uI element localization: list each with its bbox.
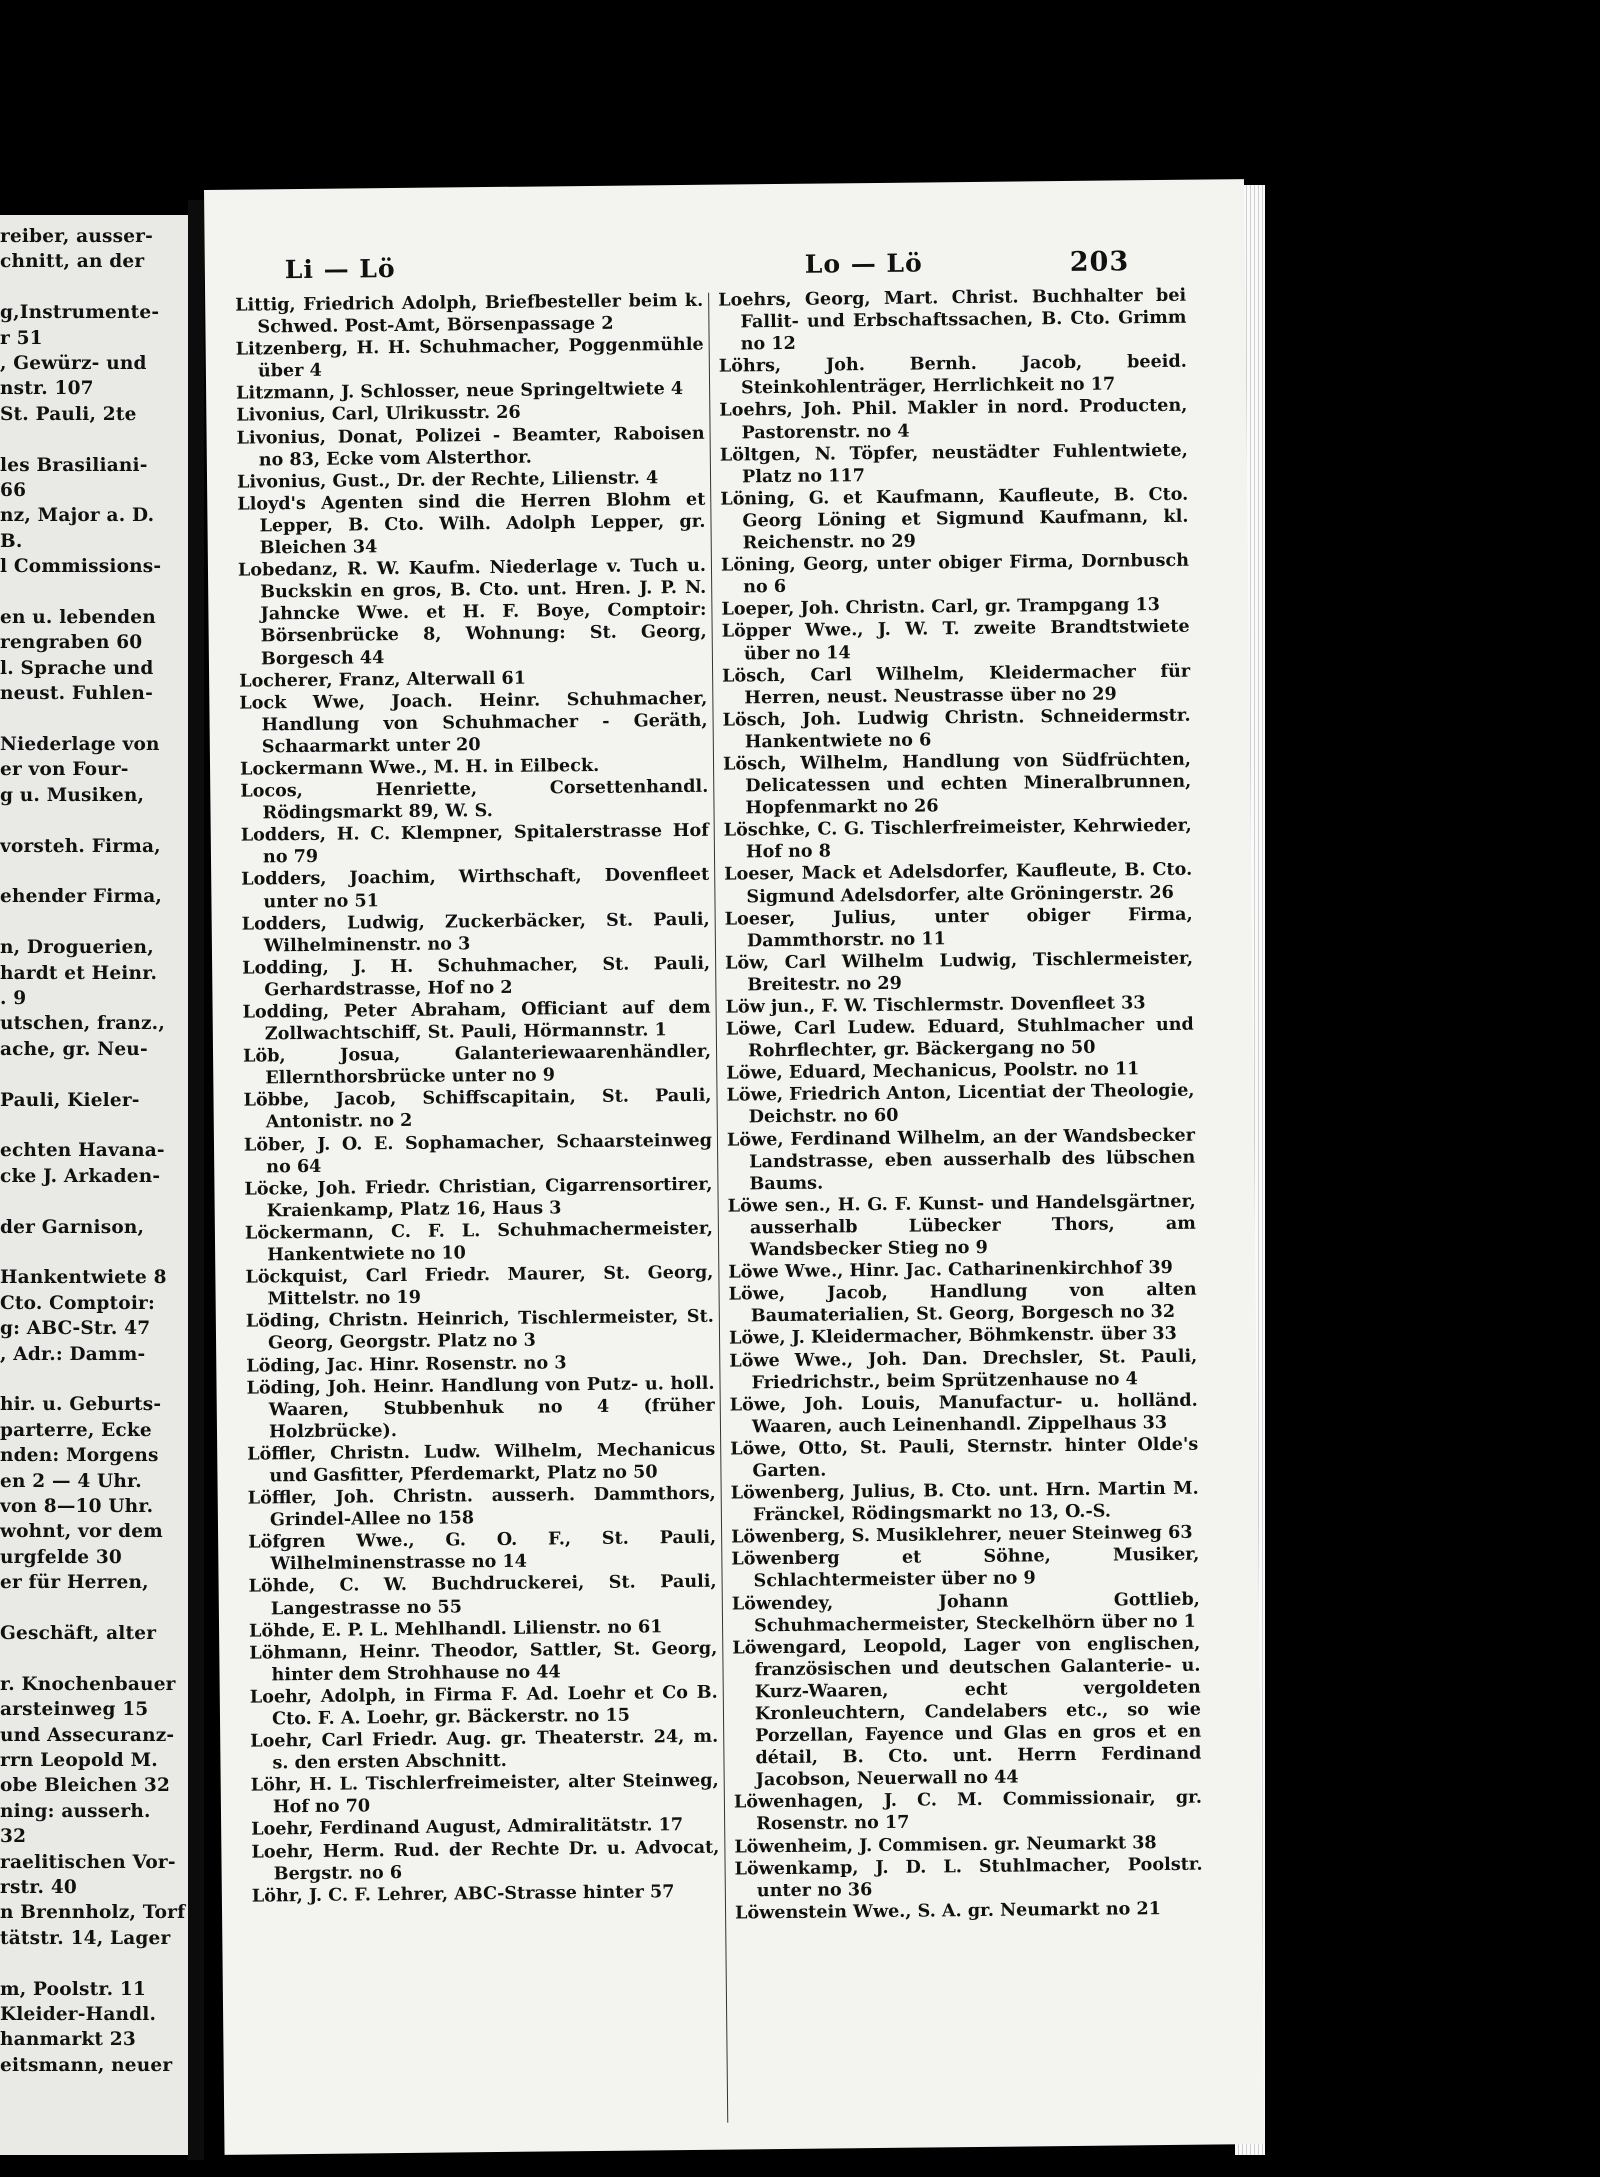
left-page-line: von 8—10 Uhr. xyxy=(0,1496,154,1517)
left-page-line: l. Sprache und xyxy=(0,657,154,679)
right-column-entry: Löwe Wwe., Hinr. Jac. Catharinenkirchhof 39 xyxy=(728,1257,1173,1283)
left-column-entry: Livonius, Gust., Dr. der Rechte, Lilienstr. 4 xyxy=(236,467,659,493)
left-column-entry: Löding, Christn. Heinrich, Tischlermeister, St. Georg, Georgstr. Platz no 3 xyxy=(245,1306,714,1354)
left-page-line: obe Bleichen 32 xyxy=(0,1775,171,1797)
right-column-entry: Loeper, Joh. Christn. Carl, gr. Trampgang 13 xyxy=(721,594,1161,620)
left-column-entry: Lodders, H. C. Klempner, Spitalerstrasse Hof no 79 xyxy=(240,820,709,868)
right-column-entry: Löltgen, N. Töpfer, neustädter Fuhlentwiete, Platz no 117 xyxy=(719,439,1188,488)
left-column-entry: Loehr, Carl Friedr. Aug. gr. Theaterstr. 24, m. s. den ersten Abschnitt. xyxy=(250,1725,719,1774)
left-page-line: arsteinweg 15 xyxy=(0,1699,149,1721)
book-gutter xyxy=(188,200,204,2160)
left-column-entry: Löffler, Christn. Ludw. Wilhelm, Mechanicus und Gasfitter, Pferdemarkt, Platz no 50 xyxy=(247,1438,716,1487)
left-column-entry: Löhr, H. L. Tischlerfreimeister, alter Steinweg, Hof no 70 xyxy=(250,1769,719,1818)
right-column-entry: Löwenheim, J. Commisen. gr. Neumarkt 38 xyxy=(734,1831,1157,1858)
left-page-line: neust. Fuhlen- xyxy=(0,683,153,705)
left-column-entry: Löbbe, Jacob, Schiffscapitain, St. Pauli, Antonistr. no 2 xyxy=(243,1085,712,1133)
directory-column-left xyxy=(235,290,720,1908)
left-column-entry: Loehr, Herm. Rud. der Rechte Dr. u. Advocat, Bergstr. no 6 xyxy=(251,1836,720,1885)
left-page-line: hardt et Heinr. xyxy=(0,962,158,984)
left-page-line: en 2 — 4 Uhr. xyxy=(0,1470,142,1492)
left-page-line: Hankentwiete 8 xyxy=(0,1267,167,1289)
right-column-entry: Löwenberg, Julius, B. Cto. unt. Hrn. Martin M. Fränckel, Rödingsmarkt no 13, O.-S. xyxy=(730,1477,1199,1526)
left-column-entry: Löckermann, C. F. L. Schuhmachermeister, Hankentwiete no 10 xyxy=(244,1217,714,1266)
right-column-entry: Löwe, Ferdinand Wilhelm, an der Wandsbecker Landstrasse, eben ausserhalb des lübschen Baums. xyxy=(726,1124,1196,1195)
left-page-line: ehender Firma, xyxy=(0,886,163,908)
left-page-line: , Gewürz- und xyxy=(0,353,147,374)
right-column-entry: Loeser, Julius, unter obiger Firma, Dammthorstr. no 11 xyxy=(724,903,1193,952)
left-column-entry: Lodders, Ludwig, Zuckerbäcker, St. Pauli, Wilhelminenstr. no 3 xyxy=(241,908,710,957)
left-page-line: tätstr. 14, Lager xyxy=(0,1927,171,1949)
left-page-line: rengraben 60 xyxy=(0,632,143,654)
left-page-line: er von Four- xyxy=(0,759,129,781)
left-column-entry: Löb, Josua, Galanteriewaarenhändler, Ellernthorsbrücke unter no 9 xyxy=(242,1040,712,1089)
left-column-entry: Löber, J. O. E. Sophamacher, Schaarsteinweg no 64 xyxy=(243,1129,713,1178)
left-page-line: cke J. Arkaden- xyxy=(0,1165,161,1187)
left-page-line: echten Havana- xyxy=(0,1140,165,1162)
left-page-line: eitsmann, neuer xyxy=(0,2054,173,2076)
left-column-entry: Löhde, C. W. Buchdruckerei, St. Pauli, Langestrasse no 55 xyxy=(248,1571,717,1619)
left-page-line: en u. lebenden xyxy=(0,607,156,628)
right-column-entry: Löwe sen., H. G. F. Kunst- und Handelsgärtner, ausserhalb Lübecker Thors, am Wandsbecker Stieg no 9 xyxy=(727,1190,1196,1261)
left-page-line: B. xyxy=(0,530,23,552)
left-page-line: nstr. 107 xyxy=(0,378,94,400)
right-column-entry: Löwengard, Leopold, Lager von englischen, französischen und deutschen Galanterie- u. Kurz-Waaren, echt vergoldeten Kronleuchtern, Candelabers etc., so wie Porzellan, Fayence und Glas en gros et en détail, B. Cto. unt. Herrn Ferdinand Jacobson, Neuerwall no 44 xyxy=(732,1632,1202,1791)
left-page-line: , Adr.: Damm- xyxy=(0,1343,146,1365)
left-page-line: r. Knochenbauer xyxy=(0,1673,176,1695)
left-page-line: er für Herren, xyxy=(0,1572,149,1594)
right-column-entry: Löw jun., F. W. Tischlermstr. Dovenfleet 33 xyxy=(725,992,1146,1018)
left-page-line: der Garnison, xyxy=(0,1216,145,1238)
right-page xyxy=(204,179,1265,2155)
left-page-line: m, Poolstr. 11 xyxy=(0,1978,147,2000)
right-column-entry: Löwe, Otto, St. Pauli, Sternstr. hinter Olde's Garten. xyxy=(730,1433,1199,1482)
left-page-line: r 51 xyxy=(0,327,43,349)
right-column-entry: Lösch, Joh. Ludwig Christn. Schneidermstr. Hankentwiete no 6 xyxy=(722,704,1191,753)
left-page-line: ache, gr. Neu- xyxy=(0,1038,148,1060)
left-column-entry: Lloyd's Agenten sind die Herren Blohm et Lepper, B. Cto. Wilh. Adolph Lepper, gr. Bleichen 34 xyxy=(237,488,706,559)
left-column-entry: Löcke, Joh. Friedr. Christian, Cigarrensortirer, Kraienkamp, Platz 16, Haus 3 xyxy=(244,1173,713,1222)
left-page-line: vorsteh. Firma, xyxy=(0,835,161,857)
left-column-entry: Lock Wwe, Joach. Heinr. Schuhmacher, Handlung von Schuhmacher - Geräth, Schaarmarkt unter 20 xyxy=(239,687,708,758)
left-page-line: utschen, franz., xyxy=(0,1013,165,1035)
left-column-entry: Locherer, Franz, Alterwall 61 xyxy=(239,667,527,692)
page-number: 203 xyxy=(1069,246,1130,278)
left-page-line: nz, Major a. D. xyxy=(0,505,155,527)
left-column-entry: Löhmann, Heinr. Theodor, Sattler, St. Georg, hinter dem Strohhause no 44 xyxy=(249,1637,718,1686)
left-column-entry: Lodders, Joachim, Wirthschaft, Dovenfleet unter no 51 xyxy=(241,864,710,912)
left-column-entry: Löckquist, Carl Friedr. Maurer, St. Georg, Mittelstr. no 19 xyxy=(245,1261,714,1310)
left-page-line: g: ABC-Str. 47 xyxy=(0,1318,151,1340)
left-page-line: chnitt, an der xyxy=(0,251,145,273)
left-page-line: l Commissions- xyxy=(0,556,162,578)
left-column-entry: Löhde, E. P. L. Mehlhandl. Lilienstr. no 61 xyxy=(248,1615,663,1642)
left-page-line: . 9 xyxy=(0,988,27,1009)
left-column-entry: Loehr, Ferdinand August, Admiralitätstr. 17 xyxy=(251,1814,684,1841)
left-column-entry: Litzmann, J. Schlosser, neue Springeltwiete 4 xyxy=(236,378,684,405)
left-column-entry: Lodding, J. H. Schuhmacher, St. Pauli, Gerhardstrasse, Hof no 2 xyxy=(242,952,711,1001)
left-page-line: raelitischen Vor- xyxy=(0,1851,176,1873)
left-column-entry: Löding, Jac. Hinr. Rosenstr. no 3 xyxy=(246,1351,567,1377)
left-page-line: Niederlage von xyxy=(0,734,160,755)
left-column-entry: Livonius, Carl, Ulrikusstr. 26 xyxy=(236,402,521,427)
left-page-line: wohnt, vor dem xyxy=(0,1521,163,1543)
left-page-line: parterre, Ecke xyxy=(0,1419,152,1441)
left-column-entry: Livonius, Donat, Polizei - Beamter, Raboisen no 83, Ecke vom Alsterthor. xyxy=(236,422,705,471)
left-page-line: n, Droguerien, xyxy=(0,937,154,959)
right-column-entry: Löpper Wwe., J. W. T. zweite Brandtstwiete über no 14 xyxy=(721,616,1190,664)
left-column-entry: Lockermann Wwe., M. H. in Eilbeck. xyxy=(239,754,600,780)
left-page-line: reiber, ausser- xyxy=(0,226,153,247)
right-column-entry: Lösch, Wilhelm, Handlung von Südfrüchten, Delicatessen und echten Mineralbrunnen, Hopfenmarkt no 26 xyxy=(722,748,1192,819)
right-column-entry: Löwe Wwe., Joh. Dan. Drechsler, St. Pauli, Friedrichstr., beim Sprützenhause no 4 xyxy=(729,1345,1198,1393)
left-column-entry: Löding, Joh. Heinr. Handlung von Putz- u. holl. Waaren, Stubbenhuk no 4 (früher Holzbrücke). xyxy=(246,1372,715,1443)
right-column-entry: Löwe, Joh. Louis, Manufactur- u. holländ. Waaren, auch Leinenhandl. Zippelhaus 33 xyxy=(729,1389,1198,1438)
left-page-line: les Brasiliani- xyxy=(0,454,148,476)
right-column-entry: Loehrs, Georg, Mart. Christ. Buchhalter bei Fallit- und Erbschaftssachen, B. Cto. Grimm no 12 xyxy=(718,284,1187,355)
header-right: Lo — Lö xyxy=(804,248,923,279)
left-page-line: n Brennholz, Torf xyxy=(0,1902,186,1924)
left-page-line: Kleider-Handl. xyxy=(0,2004,157,2025)
left-page-line: Pauli, Kieler- xyxy=(0,1089,140,1111)
right-column-entry: Lösch, Carl Wilhelm, Kleidermacher für Herren, neust. Neustrasse über no 29 xyxy=(722,660,1191,709)
left-page-line: ning: ausserh. xyxy=(0,1800,151,1822)
left-column-entry: Locos, Henriette, Corsettenhandl. Rödingsmarkt 89, W. S. xyxy=(240,775,709,824)
right-column-entry: Löwenstein Wwe., S. A. gr. Neumarkt no 21 xyxy=(734,1897,1162,1924)
right-column-entry: Löwe, J. Kleidermacher, Böhmkenstr. über 33 xyxy=(728,1323,1177,1349)
right-column-entry: Löning, G. et Kaufmann, Kaufleute, B. Cto. Georg Löning et Sigmund Kaufmann, kl. Reichenstr. no 29 xyxy=(720,483,1189,554)
right-column-entry: Loeser, Mack et Adelsdorfer, Kaufleute, B. Cto. Sigmund Adelsdorfer, alte Gröningerstr. 26 xyxy=(724,859,1193,907)
right-column-entry: Löwe, Friedrich Anton, Licentiat der Theologie, Deichstr. no 60 xyxy=(726,1080,1195,1128)
right-column-entry: Löwe, Jacob, Handlung von alten Baumaterialien, St. Georg, Borgesch no 32 xyxy=(728,1278,1197,1327)
left-page-line: rrn Leopold M. xyxy=(0,1750,158,1771)
right-column-entry: Löning, Georg, unter obiger Firma, Dornbusch no 6 xyxy=(720,549,1190,598)
left-column-entry: Lodding, Peter Abraham, Officiant auf dem Zollwachtschiff, St. Pauli, Hörmannstr. 1 xyxy=(242,996,711,1045)
left-column-entry: Löhr, J. C. F. Lehrer, ABC-Strasse hinter 57 xyxy=(251,1880,675,1907)
left-page-line: nden: Morgens xyxy=(0,1445,159,1467)
right-column-entry: Löwe, Eduard, Mechanicus, Poolstr. no 11 xyxy=(726,1058,1140,1084)
left-page-line: 66 xyxy=(0,480,27,501)
right-column-entry: Löwenhagen, J. C. M. Commissionair, gr. Rosenstr. no 17 xyxy=(733,1787,1202,1835)
right-column-entry: Löwenberg et Söhne, Musiker, Schlachtermeister über no 9 xyxy=(731,1543,1200,1592)
left-column-entry: Löffler, Joh. Christn. ausserh. Dammthors, Grindel-Allee no 158 xyxy=(247,1482,716,1531)
left-page-line: urgfelde 30 xyxy=(0,1546,122,1568)
left-column-entry: Lobedanz, R. W. Kaufm. Niederlage v. Tuch u. Buckskin en gros, B. Cto. unt. Hren. J. P. N. Jahncke Wwe. et H. F. Boye, Comptoir: Börsenbrücke 8, Wohnung: St. Georg, Borgesch 44 xyxy=(237,554,707,669)
right-column-entry: Löschke, C. G. Tischlerfreimeister, Kehrwieder, Hof no 8 xyxy=(723,814,1192,863)
left-column-entry: Loehr, Adolph, in Firma F. Ad. Loehr et Co B. Cto. F. A. Loehr, gr. Bäckerstr. no 15 xyxy=(249,1681,718,1730)
left-page-line: St. Pauli, 2te xyxy=(0,403,137,425)
left-page-line: Cto. Comptoir: xyxy=(0,1292,156,1314)
right-column-entry: Löwenberg, S. Musiklehrer, neuer Steinweg 63 xyxy=(731,1521,1193,1548)
left-page-line: g u. Musiken, xyxy=(0,784,145,806)
right-column-entry: Löhrs, Joh. Bernh. Jacob, beeid. Steinkohlenträger, Herrlichkeit no 17 xyxy=(718,350,1187,399)
left-page-line: 32 xyxy=(0,1826,27,1848)
header-left: Li — Lö xyxy=(284,253,396,285)
right-column-entry: Löw, Carl Wilhelm Ludwig, Tischlermeister, Breitestr. no 29 xyxy=(725,947,1194,996)
directory-column-right xyxy=(718,285,1203,1925)
right-column-entry: Löwe, Carl Ludew. Eduard, Stuhlmacher und Rohrflechter, gr. Bäckergang no 50 xyxy=(725,1013,1194,1062)
left-column-entry: Littig, Friedrich Adolph, Briefbesteller beim k. Schwed. Post-Amt, Börsenpassage 2 xyxy=(235,289,704,338)
right-column-entry: Löwenkamp, J. D. L. Stuhlmacher, Poolstr. unter no 36 xyxy=(734,1853,1203,1902)
right-column-entry: Löwendey, Johann Gottlieb, Schuhmachermeister, Steckelhörn über no 1 xyxy=(731,1588,1200,1636)
left-page-line: hanmarkt 23 xyxy=(0,2029,136,2051)
left-column-entry: Litzenberg, H. H. Schuhmacher, Poggenmühle über 4 xyxy=(235,333,704,382)
left-page-line: und Assecuranz- xyxy=(0,1724,175,1746)
right-column-entry: Loehrs, Joh. Phil. Makler in nord. Producten, Pastorenstr. no 4 xyxy=(719,395,1188,443)
left-page-line: rstr. 40 xyxy=(0,1877,77,1898)
left-page-line: hir. u. Geburts- xyxy=(0,1394,162,1416)
left-page-line: Geschäft, alter xyxy=(0,1623,157,1644)
left-page-line: g,Instrumente- xyxy=(0,302,160,324)
left-page-fragment xyxy=(0,215,190,2155)
left-column-entry: Löfgren Wwe., G. O. F., St. Pauli, Wilhelminenstrasse no 14 xyxy=(248,1526,717,1575)
